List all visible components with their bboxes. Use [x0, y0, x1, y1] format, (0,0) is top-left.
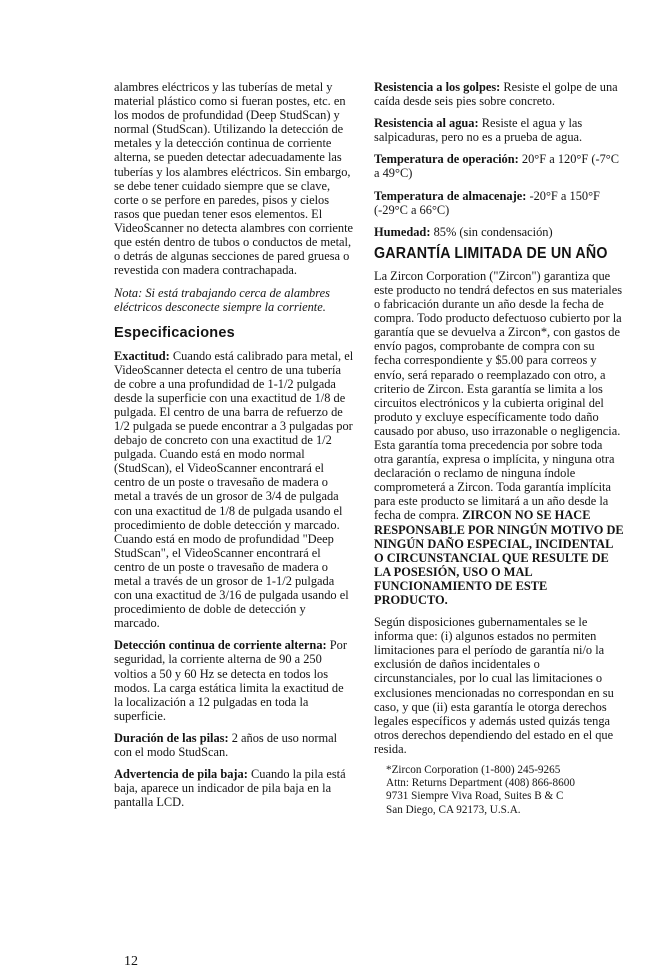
warranty-text: La Zircon Corporation ("Zircon") garantiza que este producto no tendrá defectos en sus materiales o fabricación durante un año desde la fecha de compra. Todo producto defectuoso cubierto por la garantía que se devuelva a Zircon*, con gastos de envío pagos, comprobante de compra con su fecha correspondiente y $5.00 para correos y envío, será reparado o reemplazado con otro, a criterio de Zircon. Esta garantía se limita a los circuitos electrónicos y la cubierta original del produto y excluye específicamente todo daño causado por abuso, uso irrazonable o negligencia. Esta garantía toma precedencia por sobre toda otra garantía, expresa o implícita, y ninguna otra declaración o reclamo de ninguna índole comprometerá a Zircon. Toda garantía implícita para este producto se limitará a un año desde la fecha de compra.	[374, 268, 623, 523]
spec-text: Resiste el golpe de una caída desde seis pies sobre concreto.	[374, 80, 618, 109]
address-line: 9731 Siempre Viva Road, Suites B & C	[386, 790, 564, 803]
spec-label: Resistencia al agua:	[374, 116, 479, 131]
spec-label: Detección continua de corriente alterna:	[114, 638, 327, 653]
intro-paragraph: alambres eléctricos y las tuberías de metal y material plástico como si fueran postes, etc. en los modos de profundidad (Deep StudScan) y normal (StudScan). Utilizando la detección de metales y la detección continua de corriente alterna, se pueden detectar adecuadamente las tuberías y los alambres eléctricos. Sin embargo, se debe tener cuidado siempre que se clave, corte o se perfore en paredes, pisos y cielos rasos que puedan tener esos elementos. El VideoScanner no detecta alambres con corriente que estén dentro de tubos o conductos de metal, o detrás de algunas secciones de pared gruesa o revestida con madera contrachapada.	[114, 80, 354, 278]
spec-text: -20°F a 150°F (-29°C a 66°C)	[374, 188, 600, 217]
spec-advertencia	[114, 767, 354, 809]
left-column	[114, 80, 354, 809]
spec-duracion	[114, 731, 354, 759]
warranty-disclaimer: ZIRCON NO SE HACE RESPONSABLE POR NINGÚN MOTIVO DE NINGÚN DAÑO ESPECIAL, INCIDENTAL O CIRCUNSTANCIAL QUE RESULTE DE LA POSESIÓN, USO O MAL FUNCIONAMIENTO DE ESTE PRODUCTO.	[374, 508, 624, 607]
address-line: San Diego, CA 92173, U.S.A.	[386, 803, 521, 816]
address-line: Attn: Returns Department (408) 866-8600	[386, 777, 575, 790]
spec-label: Temperatura de almacenaje:	[374, 188, 527, 203]
spec-label: Duración de las pilas:	[114, 730, 229, 745]
spec-text: Cuando la pila está baja, aparece un indicador de pila baja en la pantalla LCD.	[114, 767, 346, 810]
safety-note: Nota: Si está trabajando cerca de alambres eléctricos desconecte siempre la corriente.	[114, 286, 330, 315]
spec-label: Advertencia de pila baja:	[114, 767, 248, 782]
legal-paragraph: Según disposiciones gubernamentales se le informa que: (i) algunos estados no permiten limitaciones para el período de garantía ni/o la exclusión de daños incidentales o circunstanciales, por lo cual las limitaciones o exclusiones mencionadas no correspondan en su caso, y que (ii) esta garantía le otorga derechos legales específicos y además usted quizás tenga otros derechos dependiendo del estado en el que resida.	[374, 615, 614, 756]
address-block	[386, 764, 624, 817]
spec-golpes	[374, 80, 624, 108]
spec-humedad	[374, 225, 624, 239]
address-line: *Zircon Corporation (1-800) 245-9265	[386, 764, 561, 777]
warranty-paragraph	[374, 269, 624, 607]
spec-text: 2 años de uso normal con el modo StudScan.	[114, 730, 338, 760]
spec-label: Temperatura de operación:	[374, 152, 519, 167]
spec-text: 85% (sin condensación)	[433, 224, 553, 239]
spec-operacion	[374, 152, 624, 180]
spec-label: Humedad:	[374, 224, 431, 239]
spec-deteccion	[114, 638, 354, 723]
spec-almacenaje	[374, 189, 624, 217]
warranty-heading: GARANTÍA LIMITADA DE UN AÑO	[374, 244, 608, 262]
spec-text: Cuando está calibrado para metal, el VideoScanner detecta el centro de una tubería de cobre a una profundidad de 1-1/2 pulgada desde la superficie con una exactitud de 1/8 de pulgada. El centro de una barra de refuerzo de 1/2 pulgada se puede encontrar a 3 pulgadas por debajo de concreto con una exactitud de 1/2 pulgada. Cuando está en modo normal (StudScan), el VideoScanner encontrará el centro de un poste o travesaño de madera o metal a través de un grosor de 3/4 de pulgada con una exactitud de 1/8 de pulgada usando el procedimiento de doble detección y marcado. Cuando está en modo de profundidad "Deep StudScan", el VideoScanner encontrará el centro de un poste o travesaño de madera o metal a través de un grosor de 1-1/2 pulgada con una exactitud de 3/16 de pulgada usando el procedimiento de doble de detección y marcado.	[114, 348, 354, 631]
specs-heading: Especificaciones	[114, 324, 235, 341]
spec-text: Por seguridad, la corriente alterna de 90 a 250 voltios a 50 y 60 Hz se detecta en todos los modos. La carga estática limita la exactitud de la localización a 12 pulgadas en toda la superficie.	[114, 638, 347, 723]
spec-exactitud	[114, 349, 354, 631]
spec-label: Resistencia a los golpes:	[374, 80, 501, 94]
spec-label: Exactitud:	[114, 348, 170, 363]
spec-agua	[374, 116, 624, 144]
spec-text: Resiste el agua y las salpicaduras, pero no es a prueba de agua.	[374, 116, 583, 145]
page-number: 12	[124, 954, 138, 969]
spec-text: 20°F a 120°F (-7°C a 49°C)	[374, 152, 620, 181]
right-column	[374, 80, 624, 817]
